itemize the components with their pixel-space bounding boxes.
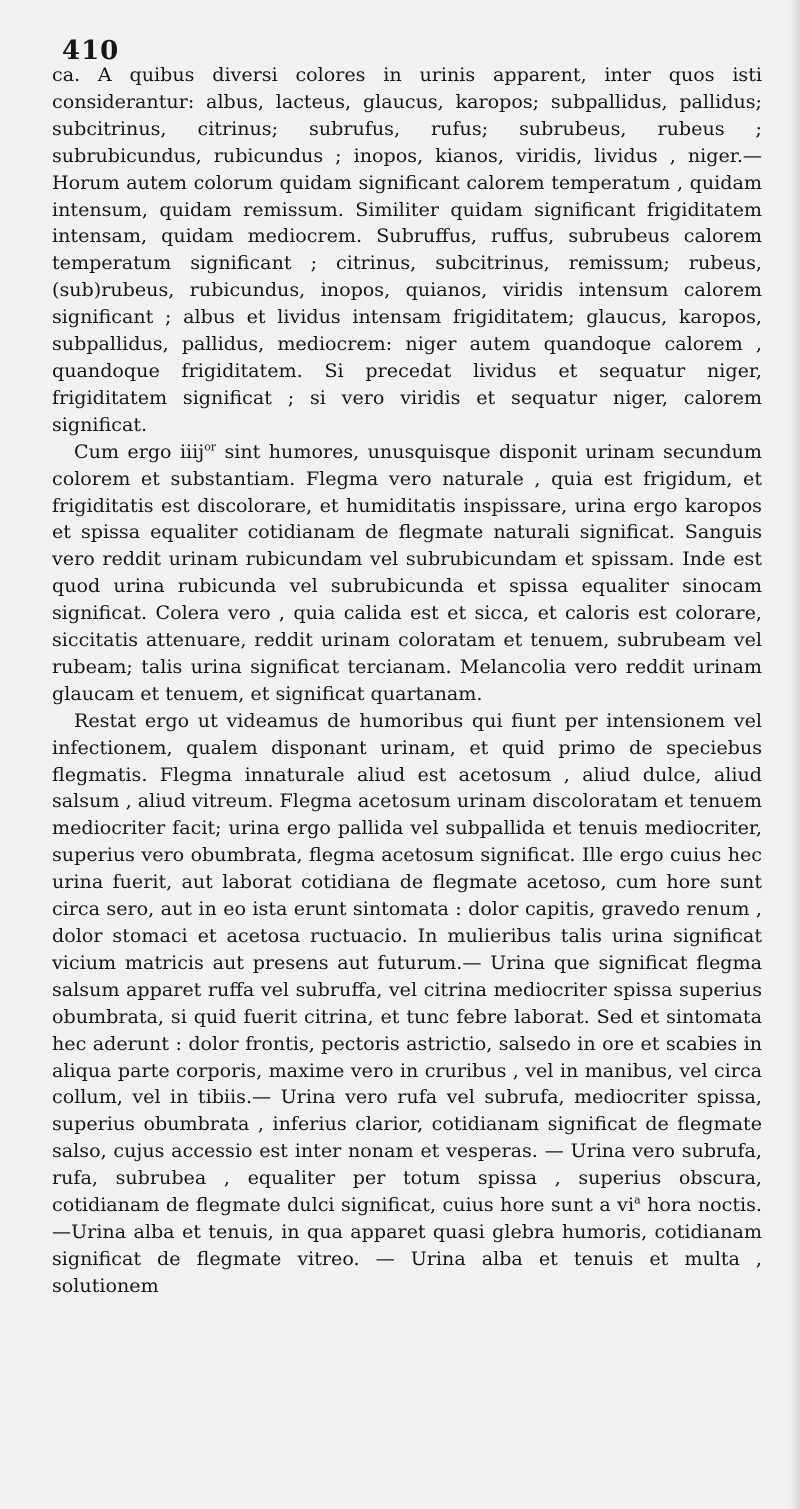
paragraph-humores — [52, 439, 762, 708]
paragraph-colors: ca. A quibus diversi colores in urinis apparent, inter quos isti considerantur: albus, lacteus, glaucus, karopos; subpallidus, pallidus; subcitrinus, citrinus; subrufus, rufus; subrubeus, rubeus ; subrubicundus, rubicundus ; inopos, kianos, viridis, lividus , niger.— Horum autem colorum quidam significant calorem temperatum , quidam intensum, quidam remissum. Similiter quidam significant frigiditatem intensam, quidam mediocrem. Subruffus, ruffus, subrubeus calorem temperatum significant ; citrinus, subcitrinus, remissum; rubeus, (sub)rubeus, rubicundus, inopos, quianos, viridis intensum calorem significant ; albus et lividus intensam frigiditatem; glaucus, karopos, subpallidus, pallidus, mediocrem: niger autem quandoque calorem , quandoque frigiditatem. Si precedat lividus et sequatur niger, frigiditatem significat ; si vero viridis et sequatur niger, calorem significat. — [52, 63, 762, 436]
paragraph-flegma-start: Restat ergo ut videamus de humoribus qui fiunt per intensionem vel infectionem, qualem disponant urinam, et quid primo de speciebus flegmatis. Flegma innaturale aliud est acetosum , aliud dulce, aliud salsum , aliud vitreum. Flegma acetosum urinam discoloratam et tenuem mediocriter facit; urina ergo pallida vel subpallida et tenuis mediocriter, superius vero obumbrata, flegma acetosum significat. Ille ergo cuius hec urina fuerit, aut laborat cotidiana de flegmate acetoso, cum hore sunt circa sero, aut in eo ista erunt sintomata : dolor capitis, gravedo renum , dolor stomaci et acetosa ructuacio. In mulieribus talis urina significat vicium matricis aut presens aut futurum.— Urina que significat flegma salsum apparet ruffa vel subruffa, vel citrina mediocriter spissa superius obumbrata, si quid fuerit citrina, et tunc febre laborat. Sed et sintomata hec aderunt : dolor frontis, pectoris astrictio, salsedo in ore et scabies in aliqua parte corporis, maxime vero in cruribus , vel in manibus, vel circa collum, vel in tibiis.— Urina vero rufa vel subrufa, mediocriter spissa, superius obumbrata , inferius clarior, cotidianam significat de flegmate salso, cujus accessio est inter nonam et vesperas. — Urina vero subrufa, rufa, subrubea , equaliter per totum spissa , superius obscura, cotidianam de flegmate dulci significat, cuius hore sunt a vi — [52, 708, 762, 1217]
ordinal-superscript: or — [204, 440, 217, 454]
hour-superscript: a — [634, 1193, 641, 1207]
page-number: 410 — [62, 36, 120, 66]
paragraph-humores-rest: sint humores, unusquisque disponit urinam secundum colorem et substantiam. Flegma vero naturale , quia est frigidum, et frigiditatis est discolorare, et humiditatis inspissare, urina ergo karopos et spissa equaliter cotidianam de flegmate naturali significat. Sanguis vero reddit urinam rubicundam vel subrubicundam et spissam. Inde est quod urina rubicunda vel subrubicunda et spissa equaliter sinocam significat. Colera vero , quia calida est et sicca, et caloris est colorare, siccitatis attenuare, reddit urinam coloratam et tenuem, subrubeam vel rubeam; talis urina significat tercianam. Melancolia vero reddit urinam glaucam et tenuem, et significat quartanam. — [52, 439, 762, 705]
paragraph-flegma-rest: hora noctis.—Urina alba et tenuis, in qua apparet quasi glebra humoris, cotidianam significat de flegmate vitreo. — Urina alba et tenuis et multa , solutionem — [52, 1193, 763, 1297]
paragraph-humores-start: Cum ergo iiij — [74, 439, 205, 463]
paragraph-flegma — [52, 708, 762, 1300]
body-text — [52, 62, 762, 1300]
page-edge-shadow — [790, 0, 800, 1509]
